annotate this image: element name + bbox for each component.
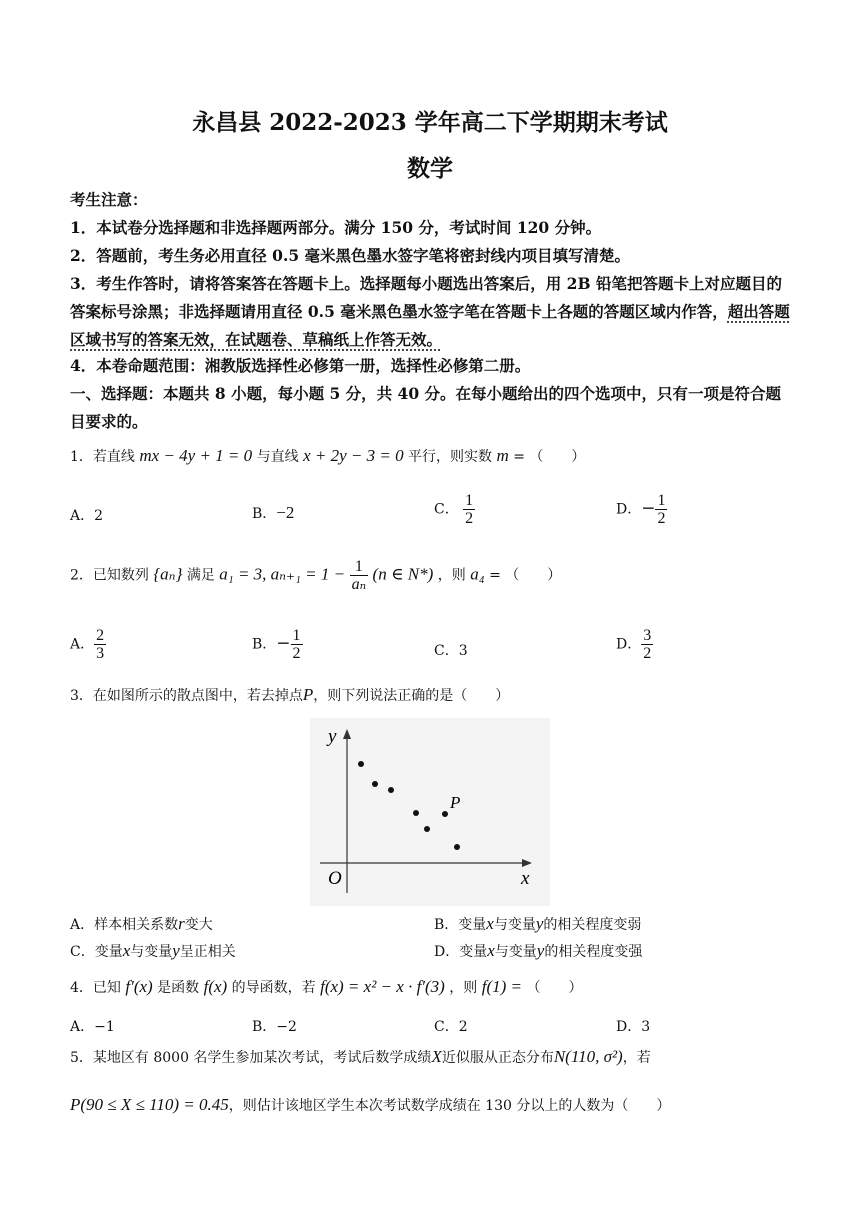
q2-a-den: 3 <box>96 645 105 662</box>
q2-prefix: 2．已知数列 <box>70 567 149 584</box>
q2-cond-a: a₁ = 3, aₙ₊₁ = 1 − <box>219 564 346 584</box>
q2-a-label: A． <box>70 636 95 653</box>
notice-item-4: 4．本卷命题范围：湘教版选择性必修第一册，选择性必修第二册。 <box>70 356 531 375</box>
q2-b-den: 2 <box>292 645 301 662</box>
q2-fraction <box>350 558 368 593</box>
q2-seq: {aₙ} <box>153 564 183 584</box>
scatter-point <box>388 787 394 793</box>
q5-dist: N(110, σ²) <box>553 1047 623 1066</box>
q5-var: X <box>431 1047 442 1066</box>
q1-mid: 与直线 <box>256 449 299 465</box>
q3-option-c[interactable] <box>70 941 236 961</box>
q4-option-b[interactable]: B．−2 <box>252 1019 297 1035</box>
scatter-point <box>454 844 460 850</box>
q3-d-text-3: 的相关程度变强 <box>544 944 643 960</box>
q3-b-text: B．变量 <box>434 917 487 933</box>
question-5-line-2 <box>70 1095 670 1115</box>
point-p-label: P <box>450 793 461 812</box>
exam-title: 永昌县 2022-2023 学年高二下学期期末考试 <box>192 109 668 136</box>
q2-b-label: B． <box>252 636 277 653</box>
q4-mid1: 是函数 <box>157 980 200 996</box>
scatter-figure <box>310 718 550 906</box>
question-5-line-1 <box>70 1047 651 1067</box>
notice-item-1: 1．本试卷分选择题和非选择题两部分。满分 150 分，考试时间 120 分钟。 <box>70 218 602 237</box>
q1-c-fraction <box>463 492 475 527</box>
q5-text-a: 5．某地区有 8000 名学生参加某次考试，考试后数学成绩 <box>70 1050 432 1066</box>
q3-c-text-2: 与变量 <box>130 944 173 960</box>
q2-option-a[interactable] <box>70 627 106 662</box>
q2-d-den: 2 <box>643 645 652 662</box>
q1-eq1: mx − 4y + 1 = 0 <box>139 446 253 465</box>
q4-deriv: f′(x) <box>125 977 153 996</box>
q2-option-b[interactable] <box>252 627 303 662</box>
q3-option-d[interactable] <box>434 941 642 961</box>
question-3 <box>70 685 509 705</box>
q3-a-text: A．样本相关系数 <box>70 917 179 933</box>
q3-option-a[interactable] <box>70 914 213 934</box>
q1-option-a[interactable]: A．2 <box>70 508 104 524</box>
q2-a-num: 2 <box>96 627 105 644</box>
q2-suffix: ，则 <box>437 567 466 584</box>
q1-d-fraction <box>655 492 667 527</box>
scatter-point <box>424 826 430 832</box>
q4-prefix: 4．已知 <box>70 980 121 996</box>
q3-c-text-3: 呈正相关 <box>179 944 236 960</box>
scatter-point <box>413 810 419 816</box>
scatter-point-p <box>442 811 448 817</box>
q4-option-c[interactable]: C．2 <box>434 1019 468 1035</box>
q4-option-d[interactable]: D．3 <box>616 1019 651 1035</box>
q3-option-b[interactable] <box>434 914 641 934</box>
q5-text-b: 近似服从正态分布 <box>441 1050 554 1066</box>
q3-text-a: 3．在如图所示的散点图中，若去掉点 <box>70 688 303 704</box>
figure-background <box>310 718 550 906</box>
q3-c-y: y <box>172 941 180 960</box>
q4-eq: f(x) = x² − x · f′(3) <box>320 977 445 996</box>
q2-option-d[interactable] <box>616 627 653 662</box>
q1-b-value: −2 <box>276 503 295 522</box>
q2-b-num: 1 <box>292 627 301 644</box>
notice-item-3-text: 3．考生作答时，请将答案答在答题卡上。选择题每小题选出答案后，用 2B 铅笔把答题卡上对应题目的答案标号涂黑；非选择题请用直径 0.5 毫米黑色墨水签字笔在答题卡上各题的答题区域内作答， <box>70 274 782 321</box>
q4-func: f(x) <box>203 977 228 996</box>
q2-option-c[interactable]: C．3 <box>434 643 468 659</box>
q3-c-x: x <box>122 941 131 960</box>
q1-eq2: x + 2y − 3 = 0 <box>303 446 404 465</box>
question-4 <box>70 977 582 997</box>
q1-d-label: D． <box>616 501 642 518</box>
q3-d-text: D．变量 <box>434 944 488 960</box>
q1-c-label: C． <box>434 501 459 518</box>
q5-prob: P(90 ≤ X ≤ 110) = 0.45 <box>70 1095 229 1114</box>
q5-text-c: ，若 <box>622 1050 651 1066</box>
q3-b-y: y <box>535 914 544 933</box>
q2-b-fraction <box>291 627 303 662</box>
q2-d-fraction <box>641 627 653 662</box>
q3-b-text-3: 的相关程度变弱 <box>543 917 642 933</box>
q1-c-num: 1 <box>465 492 474 509</box>
q1-option-c[interactable] <box>434 492 475 527</box>
q2-b-sign: − <box>276 633 291 654</box>
q3-d-text-2: 与变量 <box>494 944 537 960</box>
q2-tail: = （ ） <box>489 567 562 584</box>
notice-item-2: 2．答题前，考生务必用直径 0.5 毫米黑色墨水签字笔将密封线内项目填写清楚。 <box>70 246 631 265</box>
q3-text-b: ，则下列说法正确的是（ ） <box>313 688 510 704</box>
q4-option-a[interactable]: A．−1 <box>70 1019 115 1035</box>
q2-d-num: 3 <box>643 627 652 644</box>
question-1 <box>70 446 585 466</box>
question-2 <box>70 558 561 593</box>
q1-tail: = （ ） <box>513 449 586 465</box>
q3-c-text: C．变量 <box>70 944 123 960</box>
q3-b-x: x <box>486 914 494 933</box>
q1-d-num: 1 <box>657 492 666 509</box>
q4-mid2: 的导函数，若 <box>231 980 316 996</box>
q2-d-label: D． <box>616 636 642 653</box>
q4-mid3: ，则 <box>449 980 478 996</box>
q5-text-d: ，则估计该地区学生本次考试数学成绩在 130 分以上的人数为（ ） <box>228 1098 671 1114</box>
scatter-point <box>358 761 364 767</box>
q3-a-var: r <box>178 914 185 933</box>
q1-d-sign: − <box>641 498 656 519</box>
subject-title: 数学 <box>407 155 453 182</box>
q1-d-den: 2 <box>657 510 666 527</box>
scatter-plot <box>310 718 550 906</box>
q1-suffix: 平行，则实数 <box>408 449 493 465</box>
notice-item-3-emphasis: 超出答题区域书写的答案无效，在试题卷、草稿纸上作答无效。 <box>70 302 790 349</box>
q2-target: a₄ <box>470 564 485 584</box>
q3-point: P <box>302 685 314 704</box>
q4-tail: （ ） <box>526 980 583 996</box>
notice-heading: 考生注意： <box>70 190 148 209</box>
notice-item-3 <box>70 270 792 354</box>
q2-a-fraction <box>94 627 106 662</box>
q2-frac-den: aₙ <box>351 576 367 593</box>
q3-d-x: x <box>487 941 495 960</box>
q1-option-b[interactable] <box>252 503 294 523</box>
q1-prefix: 1．若直线 <box>70 449 135 465</box>
y-axis-label: y <box>328 726 337 747</box>
x-axis-label: x <box>521 868 530 889</box>
q3-d-y: y <box>536 941 545 960</box>
q1-var: m <box>496 446 509 465</box>
section-heading: 一、选择题：本题共 8 小题，每小题 5 分，共 40 分。在每小题给出的四个选项中，只有一项是符合题目要求的。 <box>70 384 782 431</box>
origin-label: O <box>328 868 342 889</box>
q4-target: f(1) = <box>481 977 523 996</box>
q2-frac-num: 1 <box>350 558 368 576</box>
scatter-point <box>372 781 378 787</box>
q3-b-text-2: 与变量 <box>493 917 536 933</box>
q1-option-d[interactable] <box>616 492 667 527</box>
q2-mid: 满足 <box>186 567 215 584</box>
q2-cond-b: (n ∈ N*) <box>372 564 434 584</box>
q1-b-label: B． <box>252 506 277 522</box>
q3-a-text-2: 变大 <box>184 917 213 933</box>
q1-c-den: 2 <box>465 510 474 527</box>
